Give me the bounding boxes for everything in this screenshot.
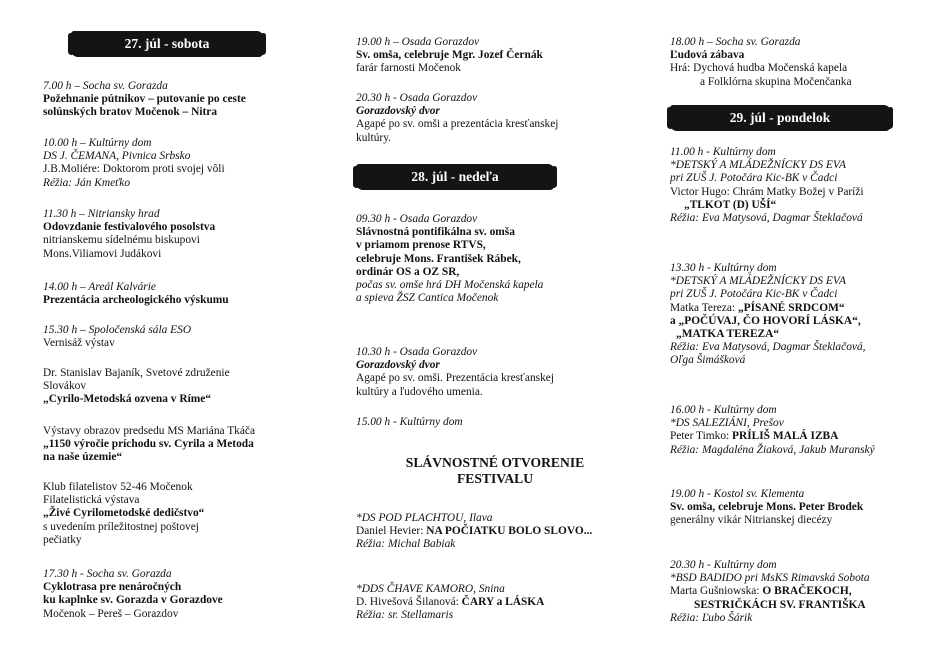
event-time: 16.00 h - Kultúrny dom bbox=[670, 404, 777, 416]
day-header-monday: 29. júl - pondelok bbox=[670, 105, 890, 131]
event-line: počas sv. omše hrá DH Močenská kapela bbox=[356, 279, 544, 292]
event-block bbox=[670, 146, 940, 225]
day-header-saturday: 27. júl - sobota bbox=[71, 31, 263, 57]
event-block bbox=[356, 583, 634, 623]
event-line: Oľga Šimášková bbox=[670, 354, 746, 367]
event-line: pri ZUŠ J. Potočára Kic-BK v Čadci bbox=[670, 172, 838, 185]
event-block bbox=[43, 568, 318, 621]
event-line: *BSD BADIDO pri MsKS Rimavská Sobota bbox=[670, 572, 870, 585]
event-line: Filatelistická výstava bbox=[43, 494, 140, 507]
event-block bbox=[43, 208, 318, 261]
event-block bbox=[43, 367, 318, 407]
event-author: Peter Timko: bbox=[670, 430, 733, 443]
event-line: Réžia: Eva Matysová, Dagmar Šteklačová, bbox=[670, 341, 866, 354]
event-line: Cyklotrasa pre nenáročných bbox=[43, 581, 182, 594]
event-line: Dr. Stanislav Bajaník, Svetové združenie bbox=[43, 367, 230, 379]
event-block bbox=[356, 36, 634, 76]
event-block bbox=[43, 80, 318, 120]
event-line bbox=[356, 596, 634, 609]
event-line: Sv. omša, celebruje Mgr. Jozef Černák bbox=[356, 49, 543, 62]
event-line: Gorazdovský dvor bbox=[356, 359, 440, 372]
event-line: Réžia: sr. Stellamaris bbox=[356, 609, 454, 622]
event-line: Vernisáž výstav bbox=[43, 337, 115, 350]
event-block bbox=[43, 481, 318, 547]
event-title: O BRAČEKOCH, bbox=[762, 585, 852, 598]
event-line: ordinár OS a OZ SR, bbox=[356, 265, 460, 278]
event-title: PRÍLIŠ MALÁ IZBA bbox=[732, 430, 839, 443]
event-line: Agapé po sv. omši. Prezentácia kresťanskej bbox=[356, 372, 555, 385]
event-line: Požehnanie pútnikov – putovanie po ceste bbox=[43, 93, 246, 106]
event-line: Ľudová zábava bbox=[670, 49, 745, 62]
event-line: *DETSKÝ A MLÁDEŽNÍCKY DS EVA bbox=[670, 159, 846, 172]
opening-title-line: SLÁVNOSTNÉ OTVORENIE bbox=[405, 455, 585, 470]
event-author: Matka Tereza: bbox=[670, 301, 738, 314]
event-line bbox=[670, 585, 940, 598]
event-line: nitrianskemu sídelnému biskupovi bbox=[43, 234, 200, 247]
event-line: *DS SALEZIÁNI, Prešov bbox=[670, 417, 784, 430]
event-line: Slovákov bbox=[43, 380, 87, 393]
event-line: s uvedením príležitostnej poštovej bbox=[43, 520, 199, 533]
event-line: SESTRIČKÁCH SV. FRANTIŠKA bbox=[694, 598, 866, 611]
event-line bbox=[670, 302, 940, 315]
event-block bbox=[670, 404, 940, 457]
event-line: „MATKA TEREZA“ bbox=[676, 328, 780, 341]
event-time: 18.00 h – Socha sv. Gorazda bbox=[670, 36, 801, 48]
event-block bbox=[670, 559, 940, 625]
event-title: ČARY a LÁSKA bbox=[461, 596, 545, 609]
event-block bbox=[356, 346, 634, 399]
event-time: 13.30 h - Kultúrny dom bbox=[670, 262, 777, 274]
event-time: 09.30 h - Osada Gorazdov bbox=[356, 213, 478, 225]
event-line: Réžia: Eva Matysová, Dagmar Šteklačová bbox=[670, 212, 863, 225]
event-line: ku kaplnke sv. Gorazda v Gorazdove bbox=[43, 594, 223, 607]
event-block bbox=[43, 281, 318, 307]
event-line: Výstavy obrazov predsedu MS Mariána Tkáča bbox=[43, 425, 256, 437]
event-line: na naše územie“ bbox=[43, 451, 123, 464]
event-block bbox=[356, 92, 634, 145]
event-line: Klub filatelistov 52-46 Močenok bbox=[43, 481, 193, 493]
event-line: generálny vikár Nitrianskej diecézy bbox=[670, 514, 833, 527]
event-time: 15.00 h - Kultúrny dom bbox=[356, 416, 463, 428]
event-line: *DS POD PLACHTOU, Ilava bbox=[356, 512, 493, 524]
event-line: „Cyrilo-Metodská ozvena v Ríme“ bbox=[43, 393, 211, 406]
event-line: a Folklórna skupina Močenčanka bbox=[700, 75, 852, 88]
event-title: „PÍSANÉ SRDCOM“ bbox=[737, 301, 845, 314]
event-time: 7.00 h – Socha sv. Gorazda bbox=[43, 80, 168, 92]
event-block bbox=[356, 416, 634, 429]
event-block bbox=[43, 425, 318, 465]
event-line: *DDS ČHAVE KAMORO, Snina bbox=[356, 583, 505, 595]
event-line: Agapé po sv. omši a prezentácia kresťanskej bbox=[356, 118, 559, 131]
opening-title-line: FESTIVALU bbox=[456, 471, 534, 486]
event-line: „1150 výročie príchodu sv. Cyrila a Metoda bbox=[43, 438, 254, 451]
event-line: farár farnosti Močenok bbox=[356, 62, 462, 75]
event-line: „TLKOT (D) UŠÍ“ bbox=[684, 198, 777, 211]
event-time: 17.30 h - Socha sv. Gorazda bbox=[43, 568, 172, 580]
event-line: *DETSKÝ A MLÁDEŽNÍCKY DS EVA bbox=[670, 275, 846, 288]
event-block bbox=[356, 512, 634, 552]
event-line: Sv. omša, celebruje Mons. Peter Brodek bbox=[670, 501, 864, 514]
event-time: 15.30 h – Spoločenská sála ESO bbox=[43, 324, 192, 336]
event-line: a „POČÚVAJ, ČO HOVORÍ LÁSKA“, bbox=[670, 314, 861, 327]
event-line: a spieva ŽSZ Cantica Močenok bbox=[356, 292, 499, 305]
event-author: Daniel Hevier: bbox=[356, 525, 427, 538]
event-time: 20.30 h - Kultúrny dom bbox=[670, 559, 777, 571]
event-line: kultúry a ľudového umenia. bbox=[356, 385, 483, 398]
event-line: pečiatky bbox=[43, 533, 82, 546]
event-time: 19.00 h – Osada Gorazdov bbox=[356, 36, 480, 48]
event-line: Réžia: Michal Babiak bbox=[356, 538, 456, 551]
event-block bbox=[670, 488, 940, 528]
event-line: Močenok – Pereš – Gorazdov bbox=[43, 607, 179, 620]
event-line: pri ZUŠ J. Potočára Kic-BK v Čadci bbox=[670, 288, 838, 301]
event-line bbox=[356, 525, 634, 538]
event-time: 20.30 h - Osada Gorazdov bbox=[356, 92, 478, 104]
event-time: 10.30 h - Osada Gorazdov bbox=[356, 346, 478, 358]
event-line: Gorazdovský dvor bbox=[356, 105, 440, 118]
event-line: Odovzdanie festivalového posolstva bbox=[43, 221, 216, 234]
event-line: solúnských bratov Močenok – Nitra bbox=[43, 106, 218, 119]
event-time: 11.00 h - Kultúrny dom bbox=[670, 146, 776, 158]
event-line: Réžia: Ján Kmeťko bbox=[43, 176, 131, 189]
event-time: 11.30 h – Nitriansky hrad bbox=[43, 208, 160, 220]
event-block bbox=[43, 324, 318, 350]
event-line: DS J. ČEMANA, Pivnica Srbsko bbox=[43, 150, 191, 163]
event-author: Marta Gušniowska: bbox=[670, 585, 763, 598]
event-block bbox=[670, 262, 940, 368]
event-time: 19.00 h - Kostol sv. Klementa bbox=[670, 488, 805, 500]
festival-opening bbox=[356, 455, 634, 487]
event-block bbox=[670, 36, 940, 89]
event-title: NA POČIATKU BOLO SLOVO... bbox=[426, 525, 593, 538]
event-block bbox=[356, 213, 634, 305]
event-line: Réžia: Magdaléna Žiaková, Jakub Muranský bbox=[670, 443, 875, 456]
event-line: v priamom prenose RTVS, bbox=[356, 239, 486, 252]
event-line: kultúry. bbox=[356, 131, 392, 144]
event-line: Slávnostná pontifikálna sv. omša bbox=[356, 226, 515, 239]
event-time: 10.00 h – Kultúrny dom bbox=[43, 137, 152, 149]
event-line: J.B.Moliére: Doktorom proti svojej vôli bbox=[43, 163, 225, 176]
day-header-sunday: 28. júl - nedeľa bbox=[356, 164, 554, 190]
event-block bbox=[43, 137, 318, 190]
event-line: „Živé Cyrilometodské dedičstvo“ bbox=[43, 507, 205, 520]
event-line: Prezentácia archeologického výskumu bbox=[43, 294, 229, 307]
event-time: 14.00 h – Areál Kalvárie bbox=[43, 281, 156, 293]
event-line: Réžia: Ľubo Šárik bbox=[670, 611, 753, 624]
event-author: D. Hivešová Šilanová: bbox=[356, 596, 462, 609]
event-line: Mons.Viliamovi Judákovi bbox=[43, 247, 162, 260]
event-line: Victor Hugo: Chrám Matky Božej v Paríži bbox=[670, 185, 864, 198]
event-line: Hrá: Dychová hudba Močenská kapela bbox=[670, 62, 848, 75]
event-line bbox=[670, 430, 940, 443]
event-line: celebruje Mons. František Rábek, bbox=[356, 252, 521, 265]
